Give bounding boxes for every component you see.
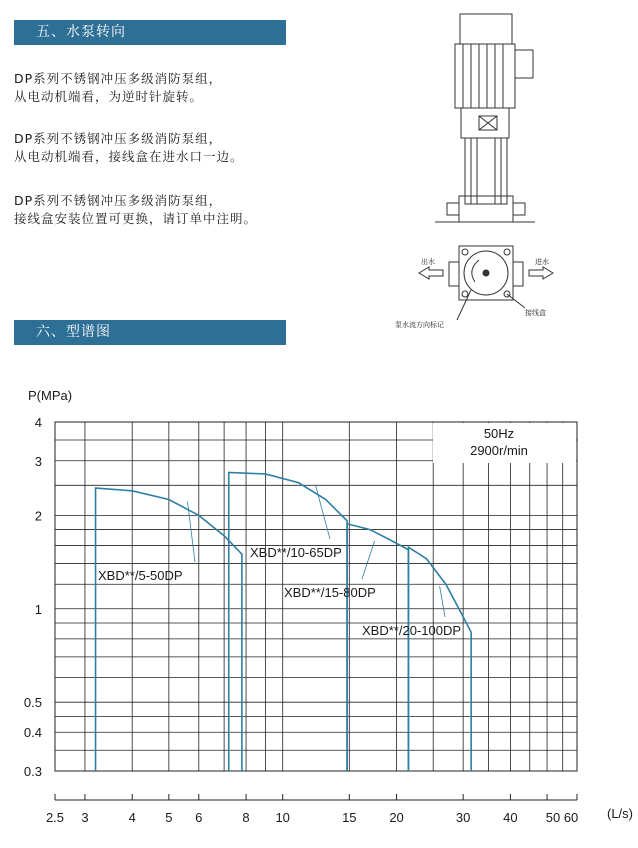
- series-label: XBD**/10-65DP: [250, 545, 342, 560]
- rotation-paragraph-3: [14, 192, 257, 228]
- series-leader-line: [440, 586, 445, 617]
- rotation-paragraph-1: [14, 70, 222, 106]
- series-label: XBD**/5-50DP: [98, 568, 183, 583]
- flow-mark-label: 泵水流方向标记: [395, 321, 444, 329]
- motor-body: [455, 44, 515, 108]
- series-label: XBD**/20-100DP: [362, 623, 461, 638]
- frequency-annotation: 2900r/min: [470, 443, 528, 458]
- y-tick-label: 3: [34, 453, 42, 469]
- y-tick-label: 1: [34, 601, 42, 617]
- paragraph-line: 从电动机端看，为逆时针旋转。: [14, 89, 204, 104]
- paragraph-line: DP系列不锈钢冲压多级消防泵组，: [14, 193, 223, 208]
- x-tick-label: 4: [128, 810, 136, 825]
- section-five-header: [14, 20, 286, 45]
- outlet-label: 出水: [421, 258, 435, 266]
- series-leader-line: [362, 541, 375, 579]
- x-tick-label: 30: [455, 810, 471, 825]
- y-tick-label: 0.4: [23, 725, 42, 741]
- y-tick-label: 2: [34, 508, 42, 524]
- x-tick-label: 8: [242, 810, 250, 825]
- series-curve: [408, 547, 471, 771]
- paragraph-line: DP系列不锈钢冲压多级消防泵组，: [14, 71, 223, 86]
- paragraph-line: 从电动机端看，接线盒在进水口一边。: [14, 149, 244, 164]
- y-tick-label: 0.3: [23, 764, 42, 779]
- paragraph-line: DP系列不锈钢冲压多级消防泵组，: [14, 131, 223, 146]
- x-tick-label: 6: [195, 810, 203, 825]
- x-tick-label: 15: [342, 810, 357, 825]
- x-tick-label: 20: [389, 810, 404, 825]
- x-tick-label: 50 60: [545, 810, 579, 825]
- y-tick-label: 0.5: [23, 695, 42, 711]
- coupling-frame: [461, 108, 509, 138]
- frequency-annotation: 50Hz: [483, 426, 515, 441]
- series-curve: [229, 472, 347, 771]
- rotation-paragraph-2: [14, 130, 244, 166]
- inlet-arrow-icon: [529, 267, 553, 279]
- section-five-title: 五、水泵转向: [36, 24, 126, 40]
- x-axis-label: (L/s): [607, 806, 633, 821]
- paragraph-line: 接线盒安装位置可更换，请订单中注明。: [14, 211, 258, 226]
- x-tick-label: 2.5: [45, 810, 65, 825]
- outlet-arrow-icon: [419, 267, 443, 279]
- section-six-header: [14, 320, 286, 345]
- x-tick-label: 40: [503, 810, 518, 825]
- series-leader-line: [315, 485, 330, 539]
- pump-base: [459, 196, 513, 222]
- series-label: XBD**/15-80DP: [284, 585, 376, 600]
- x-tick-label: 5: [165, 810, 173, 825]
- series-curve: [347, 524, 408, 771]
- x-tick-label: 10: [275, 810, 290, 825]
- rotation-arrow-icon: [472, 260, 479, 282]
- motor-cap: [460, 14, 512, 44]
- performance-chart: [0, 370, 638, 848]
- y-axis-label: P(MPa): [28, 388, 73, 403]
- x-tick-label: 3: [81, 810, 89, 825]
- section-six-title: 六、型谱图: [36, 324, 111, 340]
- terminal-box: [515, 50, 533, 78]
- inlet-label: 进水: [535, 258, 549, 266]
- y-tick-label: 4: [34, 415, 42, 430]
- pump-drawing: [375, 0, 615, 330]
- junction-box-label: 接线盒: [525, 309, 546, 317]
